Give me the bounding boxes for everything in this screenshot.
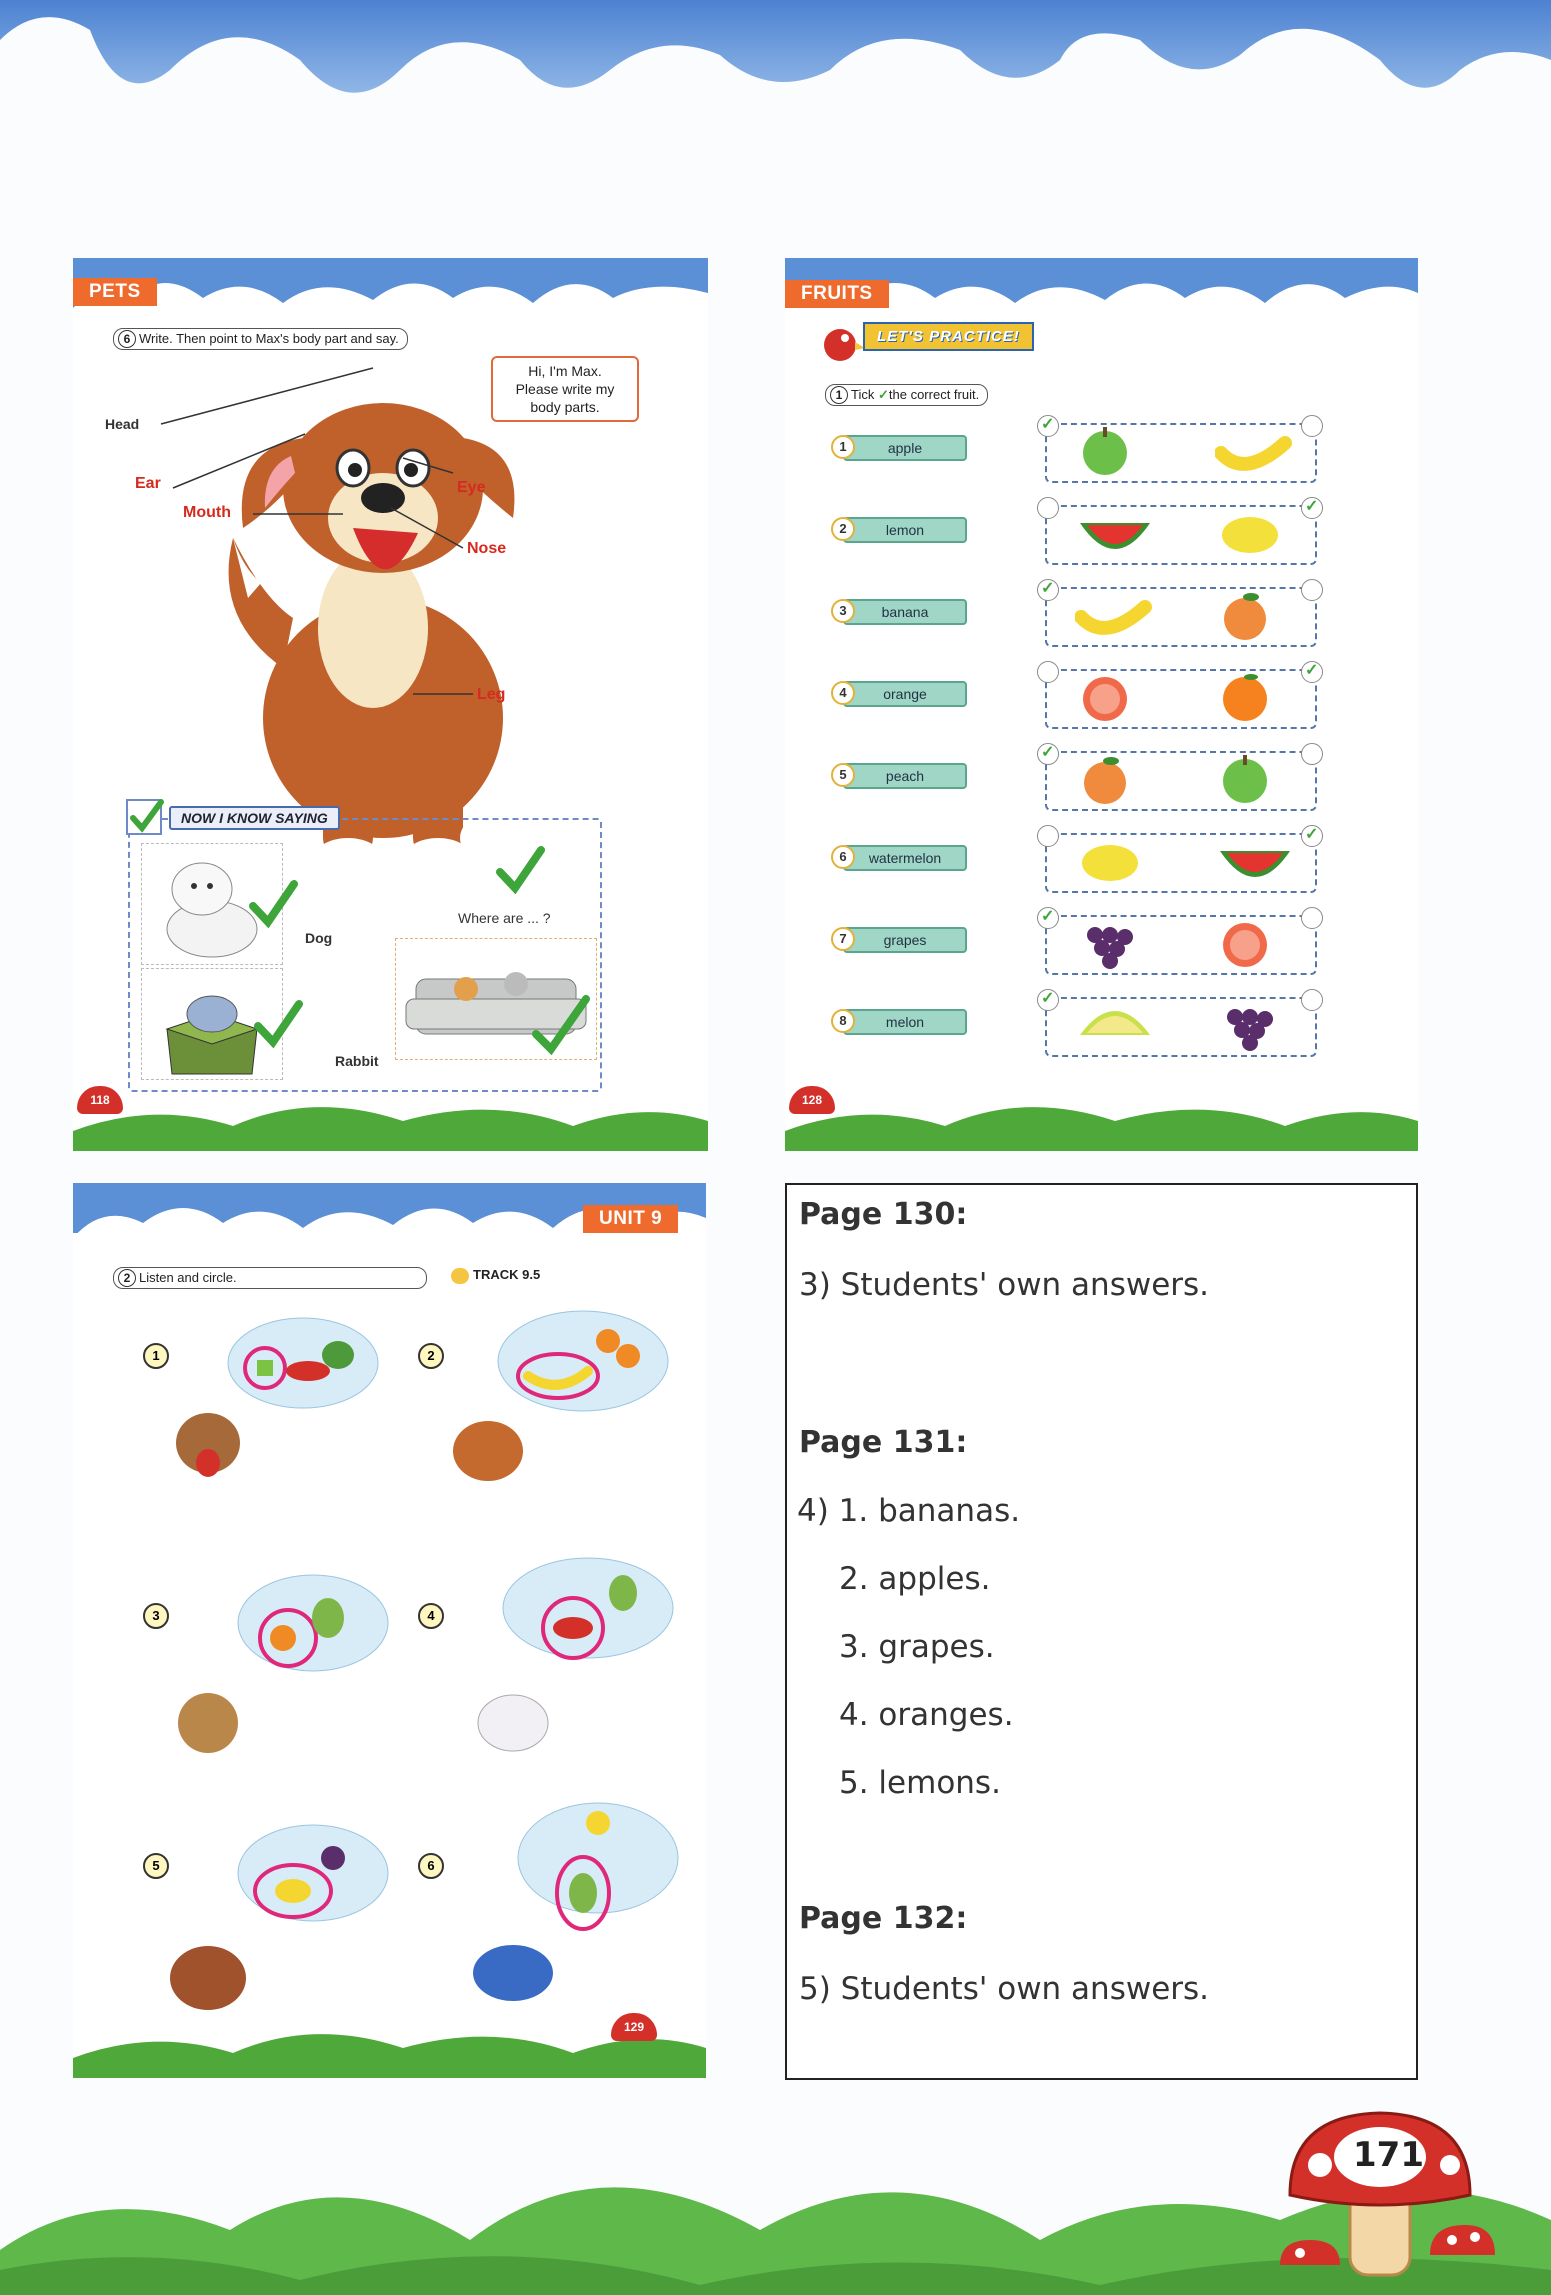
fruit-row-number: 7	[831, 927, 855, 951]
fruit-row	[785, 826, 1418, 893]
tick-circle-left[interactable]: ✓	[1037, 579, 1059, 601]
banana-icon	[1215, 423, 1295, 483]
fruits-instruction-number: 1	[830, 386, 848, 404]
item-1-dog-watermelon	[153, 1313, 393, 1493]
apple-icon	[1075, 423, 1155, 483]
mushroom-page-badge	[1280, 2095, 1500, 2295]
answer-key-box	[785, 1183, 1418, 2080]
tick-circle-left[interactable]	[1037, 497, 1059, 519]
banana-icon	[1075, 587, 1155, 647]
unit9-page-number: 129	[623, 2020, 645, 2034]
item-2-cat-banana	[433, 1301, 693, 1491]
label-nose: Nose	[467, 540, 507, 557]
speech-line-2: Please write my	[515, 381, 615, 397]
fruits-page-number: 128	[801, 1093, 823, 1107]
item-number-3: 3	[143, 1603, 169, 1629]
watermelon-icon	[1215, 833, 1295, 893]
unit9-grass	[73, 2018, 706, 2078]
item-number-1: 1	[143, 1343, 169, 1369]
grapes-icon	[1215, 997, 1295, 1057]
speech-line-1: Hi, I'm Max.	[528, 363, 602, 379]
saying-title: NOW I KNOW SAYING	[169, 806, 340, 830]
fruit-row-number: 1	[831, 435, 855, 459]
tick-circle-right[interactable]	[1301, 579, 1323, 601]
peach-icon	[1075, 751, 1155, 811]
orange-icon	[1215, 669, 1295, 729]
watermelon-icon	[1075, 505, 1155, 565]
fruit-word-label: apple	[843, 435, 967, 461]
unit9-instruction-text: Listen and circle.	[139, 1270, 237, 1285]
fruit-word-label: peach	[843, 763, 967, 789]
tick-circle-left[interactable]: ✓	[1037, 415, 1059, 437]
fruit-row	[785, 498, 1418, 565]
lemon-icon	[1215, 505, 1295, 565]
page132-answer: 5) Students' own answers.	[799, 1971, 1210, 2007]
sofa-pets-icon	[396, 939, 596, 1059]
page130-answer: 3) Students' own answers.	[799, 1267, 1210, 1303]
fruit-word-label: orange	[843, 681, 967, 707]
item-number-6: 6	[418, 1853, 444, 1879]
page130-heading: Page 130:	[799, 1197, 968, 1232]
speech-line-3: body parts.	[530, 399, 600, 415]
item-number-4: 4	[418, 1603, 444, 1629]
page131-line-2: 2. apples.	[839, 1561, 991, 1597]
melon-icon	[1075, 997, 1155, 1057]
fruit-row-number: 2	[831, 517, 855, 541]
page-number: 171	[1353, 2135, 1424, 2175]
pets-page-thumbnail	[73, 258, 708, 1151]
where-caption: Where are ... ?	[458, 910, 551, 926]
pets-instruction-text: Write. Then point to Max's body part and say.	[139, 331, 399, 346]
where-tick-icon	[495, 844, 545, 894]
tick-circle-right[interactable]	[1301, 743, 1323, 765]
unit9-page-thumbnail	[73, 1183, 706, 2078]
fruit-row-number: 6	[831, 845, 855, 869]
tick-circle-right[interactable]: ✓	[1301, 661, 1323, 683]
tick-icon: ✓	[877, 387, 889, 402]
rabbit-tick-icon	[253, 998, 303, 1048]
item-3-squirrel-orange	[153, 1553, 393, 1763]
pets-tag: PETS	[73, 278, 157, 306]
item-6-bird-grapes	[433, 1783, 693, 2013]
item-number-5: 5	[143, 1853, 169, 1879]
tick-circle-left[interactable]: ✓	[1037, 907, 1059, 929]
unit9-instruction	[113, 1267, 427, 1289]
fruits-grass	[785, 1091, 1418, 1151]
grapefruit-icon	[1215, 915, 1295, 975]
pets-instruction-number: 6	[118, 330, 136, 348]
apple-icon	[1215, 751, 1295, 811]
rabbit-caption: Rabbit	[335, 1053, 379, 1069]
tick-circle-right[interactable]	[1301, 415, 1323, 437]
peach-icon	[1215, 587, 1295, 647]
tick-circle-right[interactable]	[1301, 989, 1323, 1011]
tick-circle-right[interactable]: ✓	[1301, 825, 1323, 847]
fruit-word-label: melon	[843, 1009, 967, 1035]
fruit-row-number: 8	[831, 1009, 855, 1033]
fruits-instruction-after: the correct fruit.	[888, 387, 980, 402]
tick-circle-right[interactable]: ✓	[1301, 497, 1323, 519]
track-text: TRACK 9.5	[473, 1267, 541, 1282]
fruit-word-label: grapes	[843, 927, 967, 953]
fruits-instruction	[825, 384, 988, 406]
fruit-row	[785, 744, 1418, 811]
saying-check-icon	[125, 798, 165, 838]
sofa-card	[395, 938, 597, 1060]
lemon-icon	[1075, 833, 1155, 893]
fruit-word-label: banana	[843, 599, 967, 625]
top-cloud-banner	[0, 0, 1551, 150]
page131-line-4: 4. oranges.	[839, 1697, 1014, 1733]
label-head: Head	[105, 416, 140, 432]
dog-caption: Dog	[305, 930, 333, 946]
fruits-tag: FRUITS	[785, 280, 889, 308]
fruit-word-label: lemon	[843, 517, 967, 543]
item-number-2: 2	[418, 1343, 444, 1369]
pets-page-number: 118	[90, 1093, 110, 1107]
label-mouth: Mouth	[183, 504, 231, 521]
fruit-row-number: 3	[831, 599, 855, 623]
label-leg: Leg	[477, 686, 506, 703]
grapes-icon	[1075, 915, 1155, 975]
parrot-icon	[815, 320, 865, 366]
unit9-instruction-number: 2	[118, 1269, 136, 1287]
pets-grass	[73, 1091, 708, 1151]
item-4-rabbit-watermelon	[433, 1533, 693, 1763]
page131-heading: Page 131:	[799, 1425, 968, 1460]
fruit-row	[785, 908, 1418, 975]
grapefruit-icon	[1075, 669, 1155, 729]
label-ear: Ear	[135, 475, 161, 492]
track-label	[451, 1267, 540, 1284]
fruits-page-thumbnail	[785, 258, 1418, 1151]
lets-practice-banner: LET'S PRACTICE!	[863, 322, 1034, 351]
dog-tick-icon	[248, 878, 298, 928]
headphones-icon	[451, 1268, 469, 1284]
fruit-word-label: watermelon	[843, 845, 967, 871]
item-5-dog-lemon	[153, 1803, 393, 2013]
fruit-row	[785, 580, 1418, 647]
fruits-instruction-before: Tick	[851, 387, 875, 402]
page131-line-1: 4) 1. bananas.	[797, 1493, 1021, 1529]
label-eye: Eye	[457, 479, 486, 496]
fruit-row	[785, 662, 1418, 729]
tick-circle-left[interactable]	[1037, 825, 1059, 847]
page131-line-5: 5. lemons.	[839, 1765, 1001, 1801]
fruit-row	[785, 990, 1418, 1057]
fruit-row-number: 4	[831, 681, 855, 705]
fruit-row	[785, 416, 1418, 483]
page131-line-3: 3. grapes.	[839, 1629, 995, 1665]
fruit-row-number: 5	[831, 763, 855, 787]
page132-heading: Page 132:	[799, 1901, 968, 1936]
tick-circle-right[interactable]	[1301, 907, 1323, 929]
tick-circle-left[interactable]: ✓	[1037, 989, 1059, 1011]
unit9-tag: UNIT 9	[583, 1205, 678, 1233]
tick-circle-left[interactable]	[1037, 661, 1059, 683]
tick-circle-left[interactable]: ✓	[1037, 743, 1059, 765]
